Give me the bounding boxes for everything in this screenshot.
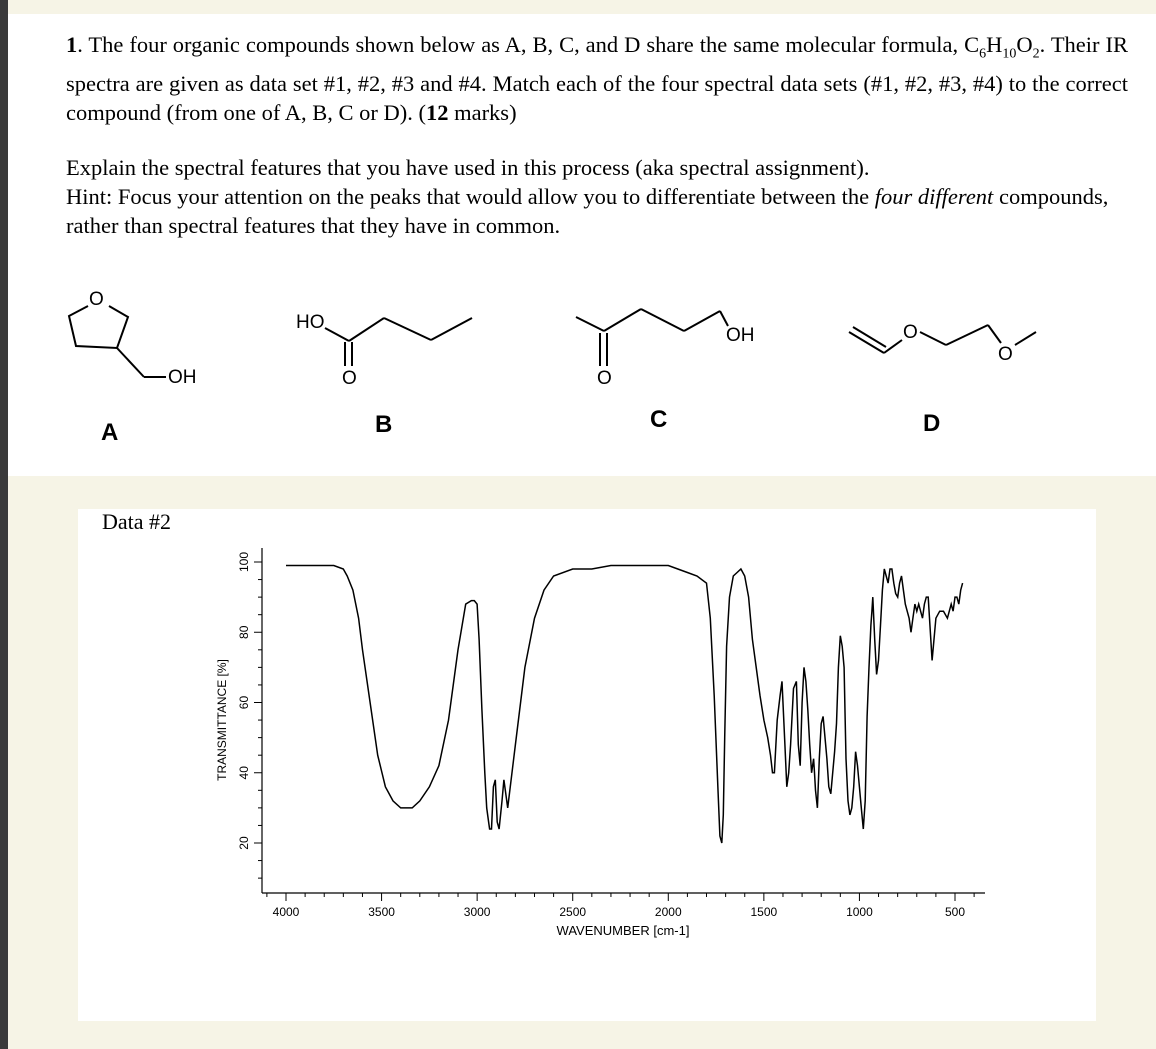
compound-b-atom-ho: HO (296, 312, 325, 333)
y-ticks (237, 552, 262, 878)
x-tick-label: 2000 (654, 905, 682, 919)
x-tick-label: 3500 (368, 905, 395, 919)
question-text (66, 30, 1128, 240)
compound-d-atom-o2: O (998, 344, 1013, 365)
y-tick-label: 80 (237, 625, 251, 639)
x-tick-label: 2500 (559, 905, 587, 919)
compound-c-structure (576, 309, 728, 366)
x-tick-label: 3000 (463, 905, 491, 919)
chart-axes (262, 548, 985, 893)
compound-d-atom-o1: O (903, 322, 918, 343)
x-tick-label: 1000 (846, 905, 873, 919)
compound-structures (8, 270, 1148, 400)
compound-c-atom-o: O (597, 368, 612, 389)
compound-a-structure (69, 306, 166, 377)
question-paragraph-2: Explain the spectral features that you have used in this process (aka spectral assignment). Hint: Focus your attention on the peaks that would allow you to differentiate between the four different compounds, rather than spectral features that they have in common. (66, 154, 1109, 238)
compound-label-d: D (923, 410, 941, 437)
question-paragraph-1: 1. The four organic compounds shown below as A, B, C, and D share the same molecular formula, $C_6H_{10}O_2$. Their IR spectra are given as data set #1, #2, #3 and #4. Match each of the four spectral data sets (#1, #2, #3, #4) to the correct compound (from one of A, B, C or D). (12 marks) (66, 32, 1129, 125)
question-number: 1 (66, 32, 78, 57)
y-axis-label: TRANSMITTANCE [%] (215, 659, 229, 781)
compound-label-c: C (650, 406, 668, 433)
x-tick-label: 500 (944, 905, 966, 919)
y-tick-label: 60 (237, 695, 251, 710)
x-ticks (267, 893, 974, 919)
y-tick-label: 20 (237, 836, 251, 850)
x-axis-label: WAVENUMBER [cm-1] (556, 923, 690, 938)
compound-label-b: B (375, 411, 393, 438)
left-window-edge (0, 0, 8, 1049)
x-tick-label: 1500 (750, 905, 778, 919)
data-set-label: Data #2 (102, 509, 172, 534)
compound-a-atom-o: O (89, 289, 104, 310)
spectrum-line (286, 566, 963, 844)
y-tick-label: 100 (237, 551, 251, 573)
x-tick-label: 4000 (272, 905, 300, 919)
compound-b-atom-o: O (342, 368, 357, 389)
marks-value: 12 (425, 99, 449, 125)
y-tick-label: 40 (237, 766, 251, 780)
compound-b-structure (325, 318, 472, 366)
ir-spectrum-chart (200, 540, 1000, 940)
compound-label-a: A (101, 419, 119, 446)
compound-c-atom-oh: OH (726, 325, 755, 346)
compound-a-atom-oh: OH (168, 367, 197, 388)
